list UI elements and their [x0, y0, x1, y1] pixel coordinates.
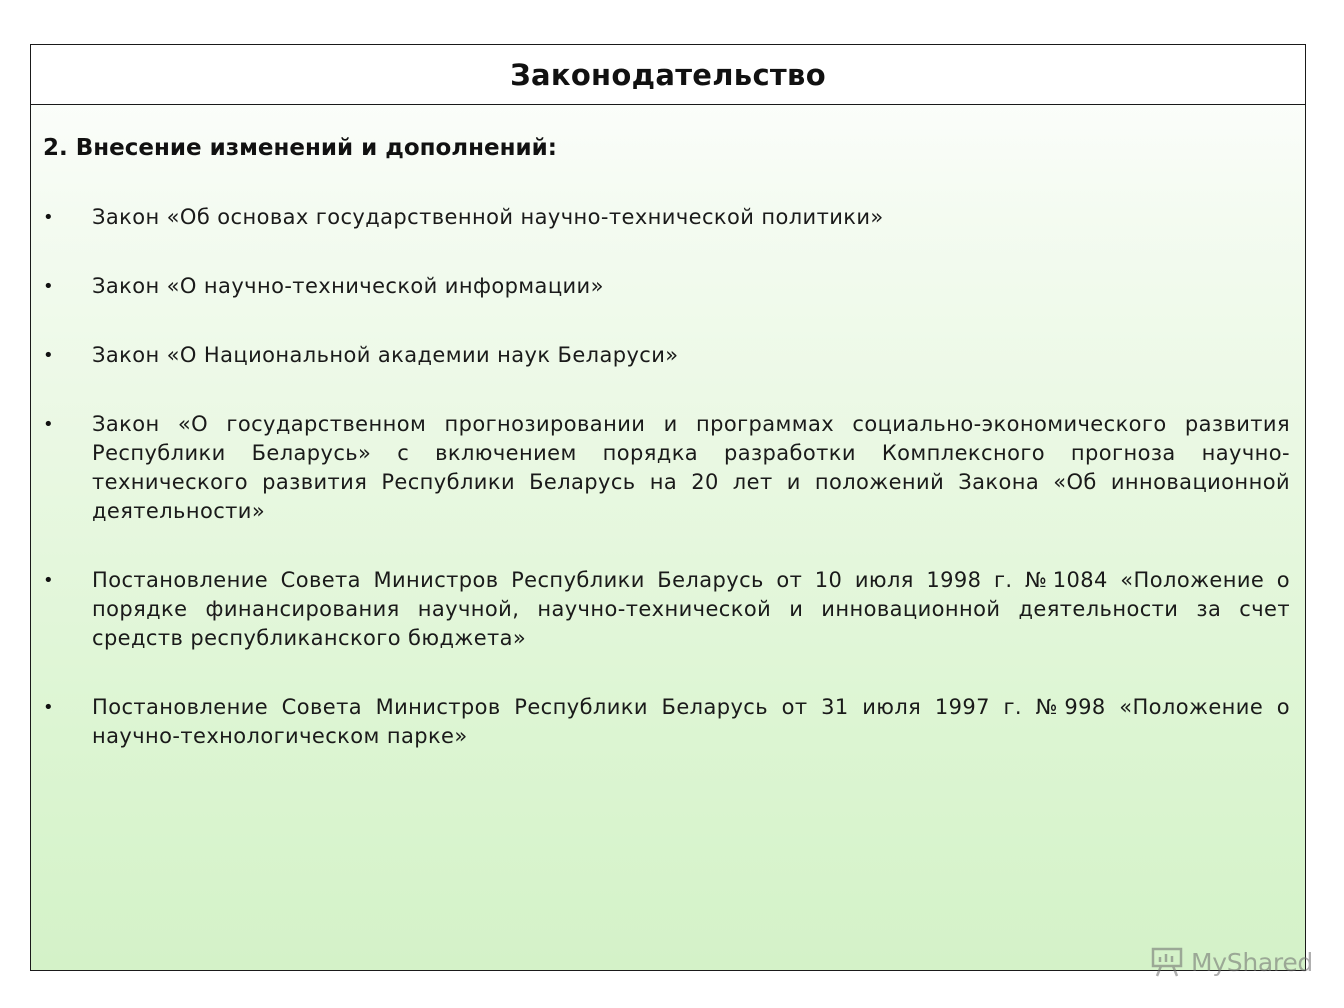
list-item-text: Закон «О научно-технической информации»: [92, 274, 604, 298]
page-title: Законодательство: [510, 57, 826, 92]
presentation-board-icon: [1151, 946, 1185, 978]
list-item-text: Закон «О государственном прогнозировании и программах социально-экономического развития Республики Беларусь» с включением порядка разработки Комплексного прогноза научно-технического развития Республики Беларусь на 20 лет и положений Закона «Об инновационной деятельности»: [92, 412, 1290, 523]
bullet-icon: •: [43, 345, 55, 366]
legislation-list: [43, 203, 1290, 751]
list-item: [43, 272, 1290, 301]
list-item-text: Закон «Об основах государственной научно-технической политики»: [92, 205, 884, 229]
slide-content: [43, 133, 1290, 751]
watermark-text: MyShared: [1191, 947, 1313, 977]
section-subtitle: 2. Внесение изменений и дополнений:: [43, 135, 557, 161]
bullet-icon: •: [43, 570, 55, 591]
bullet-icon: •: [43, 697, 55, 718]
list-item: [43, 693, 1290, 751]
bullet-icon: •: [43, 207, 55, 228]
list-item: [43, 566, 1290, 653]
list-item-text: Постановление Совета Министров Республики Беларусь от 31 июля 1997 г. №998 «Положение о научно-технологическом парке»: [92, 695, 1290, 748]
title-bar: [31, 45, 1305, 105]
list-item-text: Постановление Совета Министров Республики Беларусь от 10 июля 1998 г. №1084 «Положение о порядке финансирования научной, научно-технической и инновационной деятельности за счет средств республиканского бюджета»: [92, 568, 1290, 650]
list-item-text: Закон «О Национальной академии наук Беларуси»: [92, 343, 679, 367]
bullet-icon: •: [43, 276, 55, 297]
watermark: [1151, 945, 1313, 979]
list-item: [43, 203, 1290, 232]
bullet-icon: •: [43, 414, 55, 435]
list-item: [43, 341, 1290, 370]
slide-frame: [30, 44, 1306, 971]
list-item: [43, 410, 1290, 526]
